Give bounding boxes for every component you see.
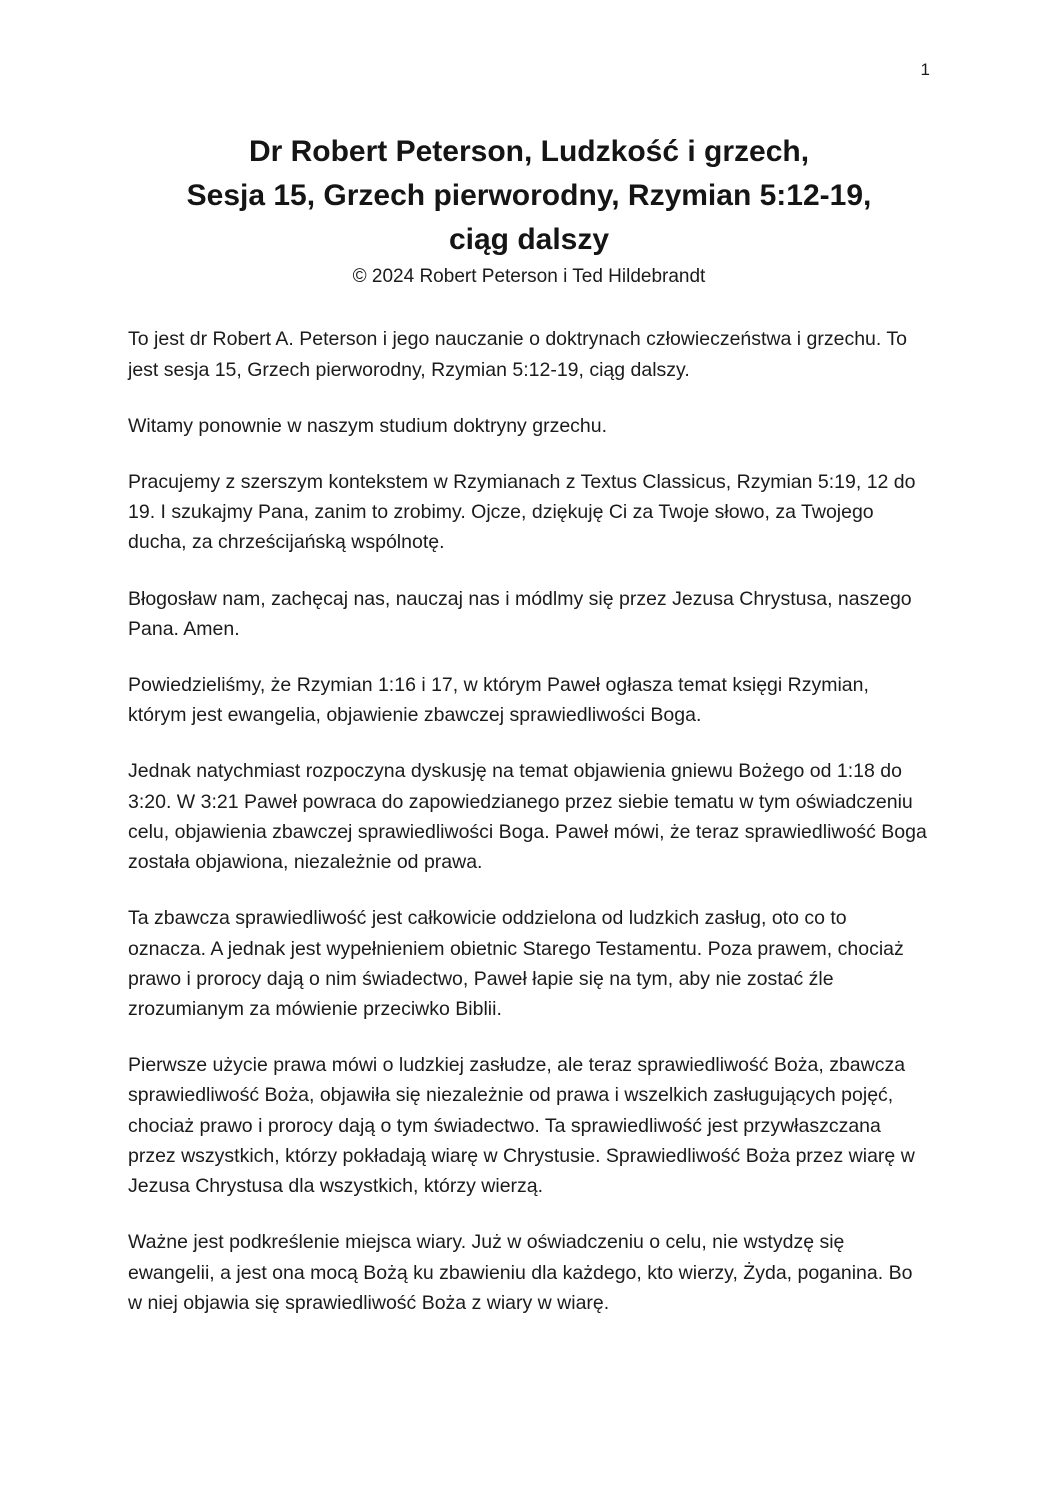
paragraph: Błogosław nam, zachęcaj nas, nauczaj nas i módlmy się przez Jezusa Chrystusa, naszego Pana. Amen. [128, 587, 912, 640]
document-title-line-2: Sesja 15, Grzech pierworodny, Rzymian 5:12-19, [186, 179, 872, 213]
paragraph: To jest dr Robert A. Peterson i jego nauczanie o doktrynach człowieczeństwa i grzechu. To jest sesja 15, Grzech pierworodny, Rzymian 5:12-19, ciąg dalszy. [128, 328, 907, 381]
copyright-line: © 2024 Robert Peterson i Ted Hildebrandt [352, 266, 706, 288]
document-title-line-1: Dr Robert Peterson, Ludzkość i grzech, [248, 135, 810, 168]
page-number: 1 [920, 60, 930, 79]
document-title-line-3: ciąg dalszy [448, 223, 610, 257]
document-title [128, 130, 930, 262]
paragraph: Ważne jest podkreślenie miejsca wiary. Już w oświadczeniu o celu, nie wstydzę się ewangelii, a jest ona mocą Bożą ku zbawieniu dla każdego, kto wierzy, Żyda, poganina. Bo w niej objawia się sprawiedliwość Boża z wiary w wiarę. [128, 1231, 913, 1314]
paragraph: Witamy ponownie w naszym studium doktryny grzechu. [128, 414, 608, 437]
paragraph: Powiedzieliśmy, że Rzymian 1:16 i 17, w którym Paweł ogłasza temat księgi Rzymian, którym jest ewangelia, objawienie zbawczej sprawiedliwości Boga. [128, 674, 869, 727]
paragraph: Jednak natychmiast rozpoczyna dyskusję na temat objawienia gniewu Bożego od 1:18 do 3:20. W 3:21 Paweł powraca do zapowiedzianego przez siebie tematu w tym oświadczeniu celu, objawienia zbawczej sprawiedliwości Boga. Paweł mówi, że teraz sprawiedliwość Boga została objawiona, niezależnie od prawa. [128, 760, 927, 874]
paragraph: Ta zbawcza sprawiedliwość jest całkowicie oddzielona od ludzkich zasług, oto co to oznacza. A jednak jest wypełnieniem obietnic Starego Testamentu. Poza prawem, chociaż prawo i prorocy dają o nim świadectwo, Paweł łapie się na tym, aby nie zostać źle zrozumianym za mówienie przeciwko Biblii. [128, 907, 904, 1020]
paragraph: Pracujemy z szerszym kontekstem w Rzymianach z Textus Classicus, Rzymian 5:19, 12 do 19. I szukajmy Pana, zanim to zrobimy. Ojcze, dziękuję Ci za Twoje słowo, za Twojego ducha, za chrześcijańską wspólnotę. [128, 470, 916, 554]
document-body [128, 324, 930, 1318]
paragraph: Pierwsze użycie prawa mówi o ludzkiej zasłudze, ale teraz sprawiedliwość Boża, zbawcza sprawiedliwość Boża, objawiła się niezależnie od prawa i wszelkich zasługujących pojęć, chociaż prawo i prorocy dają o tym świadectwo. Ta sprawiedliwość jest przywłaszczana przez wszystkich, którzy pokładają wiarę w Chrystusie. Sprawiedliwość Boża przez wiarę w Jezusa Chrystusa dla wszystkich, którzy wierzą. [128, 1054, 915, 1198]
